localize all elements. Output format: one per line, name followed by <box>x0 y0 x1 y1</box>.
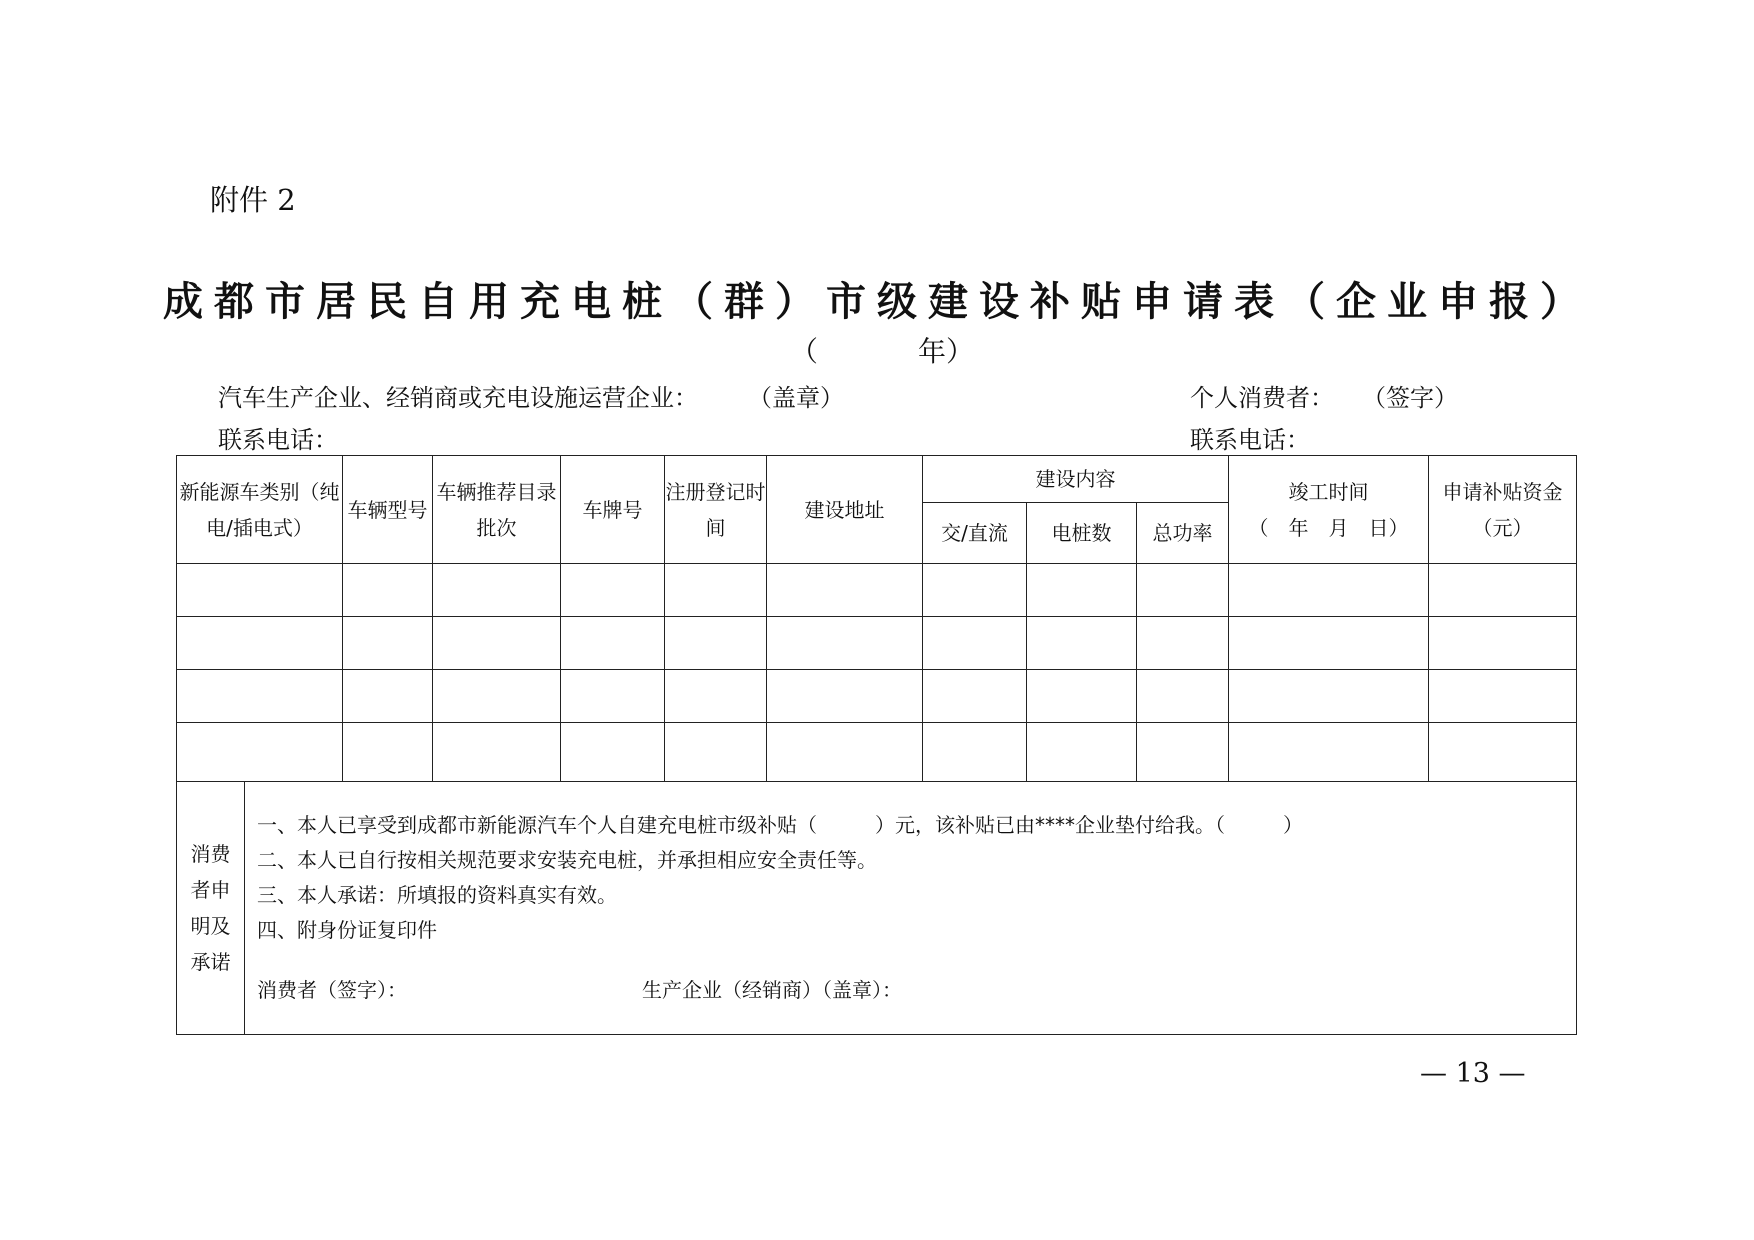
table-cell[interactable] <box>343 617 433 670</box>
table-cell[interactable] <box>433 670 561 723</box>
table-cell[interactable] <box>433 617 561 670</box>
table-cell[interactable] <box>343 723 433 782</box>
statement-label <box>177 782 245 1035</box>
table-cell[interactable] <box>561 670 665 723</box>
table-cell[interactable] <box>767 617 923 670</box>
table-cell[interactable] <box>1229 670 1429 723</box>
table-cell[interactable] <box>923 617 1027 670</box>
consumer-signature-label: 消费者（签字）： <box>257 978 407 1002</box>
table-cell[interactable] <box>1429 723 1577 782</box>
year-label: 年） <box>918 335 975 368</box>
table-cell[interactable] <box>1229 617 1429 670</box>
completion-label: 竣工时间 <box>1288 479 1369 504</box>
table-cell[interactable] <box>343 670 433 723</box>
table-cell[interactable] <box>923 670 1027 723</box>
completion-unit: （ 年 月 日） <box>1248 515 1409 540</box>
table-cell[interactable] <box>923 723 1027 782</box>
table-cell[interactable] <box>1137 564 1229 617</box>
table-cell[interactable] <box>561 564 665 617</box>
year-line <box>790 330 974 370</box>
org-seal: （盖章） <box>748 384 844 412</box>
col-total-power: 总功率 <box>1137 503 1229 564</box>
attachment-label: 附件 2 <box>210 183 296 217</box>
statement-line-4: 四、附身份证复印件 <box>257 918 437 942</box>
table-cell[interactable] <box>1229 564 1429 617</box>
phone-label-left: 联系电话： <box>218 426 338 454</box>
col-subsidy-amount <box>1429 456 1577 564</box>
col-registration-time: 注册登记时间 <box>665 456 767 564</box>
page-number: — 13 — <box>1420 1058 1526 1089</box>
org-label: 汽车生产企业、经销商或充电设施运营企业： <box>218 384 698 412</box>
statement-line-3: 三、本人承诺：所填报的资料真实有效。 <box>257 883 617 907</box>
statement-line-1 <box>257 808 1576 843</box>
col-construction-content: 建设内容 <box>923 456 1229 503</box>
table-cell[interactable] <box>1137 670 1229 723</box>
table-cell[interactable] <box>1229 723 1429 782</box>
table-cell[interactable] <box>923 564 1027 617</box>
table-cell[interactable] <box>1027 723 1137 782</box>
table-cell[interactable] <box>177 723 343 782</box>
col-ac-dc: 交/直流 <box>923 503 1027 564</box>
table-cell[interactable] <box>665 564 767 617</box>
col-construction-address: 建设地址 <box>767 456 923 564</box>
statement-line-1c: ） <box>1283 813 1303 837</box>
col-pile-count: 电桩数 <box>1027 503 1137 564</box>
col-vehicle-model: 车辆型号 <box>343 456 433 564</box>
consumer-sign: （签字） <box>1362 384 1458 412</box>
table-cell[interactable] <box>665 723 767 782</box>
statement-line-2: 二、本人已自行按相关规范要求安装充电桩，并承担相应安全责任等。 <box>257 848 877 872</box>
table-row <box>177 723 1577 782</box>
table-cell[interactable] <box>1027 670 1137 723</box>
table-cell[interactable] <box>433 564 561 617</box>
table-cell[interactable] <box>561 723 665 782</box>
table-cell[interactable] <box>665 670 767 723</box>
table-cell[interactable] <box>1429 564 1577 617</box>
table-cell[interactable] <box>767 670 923 723</box>
table-cell[interactable] <box>1137 723 1229 782</box>
col-vehicle-category: 新能源车类别（纯电/插电式） <box>177 456 343 564</box>
table-row <box>177 617 1577 670</box>
table-row <box>177 564 1577 617</box>
statement-line-1b: ）元，该补贴已由****企业垫付给我。（ <box>875 813 1225 837</box>
table-cell[interactable] <box>665 617 767 670</box>
phone-label-right: 联系电话： <box>1190 426 1310 454</box>
table-cell[interactable] <box>433 723 561 782</box>
table-cell[interactable] <box>177 670 343 723</box>
col-catalog-batch: 车辆推荐目录批次 <box>433 456 561 564</box>
table-cell[interactable] <box>1429 617 1577 670</box>
table-row <box>177 670 1577 723</box>
col-completion-time <box>1229 456 1429 564</box>
year-open-paren: （ <box>790 335 819 368</box>
signature-row <box>257 972 1576 1008</box>
table-cell[interactable] <box>177 564 343 617</box>
table-cell[interactable] <box>343 564 433 617</box>
table-cell[interactable] <box>177 617 343 670</box>
table-cell[interactable] <box>1429 670 1577 723</box>
application-table <box>176 455 1577 1035</box>
statement-line-1a: 一、本人已享受到成都市新能源汽车个人自建充电桩市级补贴（ <box>257 813 817 837</box>
table-cell[interactable] <box>1027 564 1137 617</box>
subsidy-label: 申请补贴资金 <box>1442 479 1563 504</box>
statement-label-text: 消费者申明及承诺 <box>190 842 231 974</box>
table-cell[interactable] <box>1137 617 1229 670</box>
subsidy-unit: （元） <box>1472 515 1533 540</box>
col-plate-number: 车牌号 <box>561 456 665 564</box>
table-cell[interactable] <box>561 617 665 670</box>
table-cell[interactable] <box>767 723 923 782</box>
form-title: 成都市居民自用充电桩（群）市级建设补贴申请表（企业申报） <box>163 278 1591 325</box>
company-seal-label: 生产企业（经销商）（盖章）： <box>642 978 902 1002</box>
table-cell[interactable] <box>1027 617 1137 670</box>
consumer-label: 个人消费者： <box>1190 384 1334 412</box>
table-cell[interactable] <box>767 564 923 617</box>
statement-body <box>245 782 1577 1035</box>
